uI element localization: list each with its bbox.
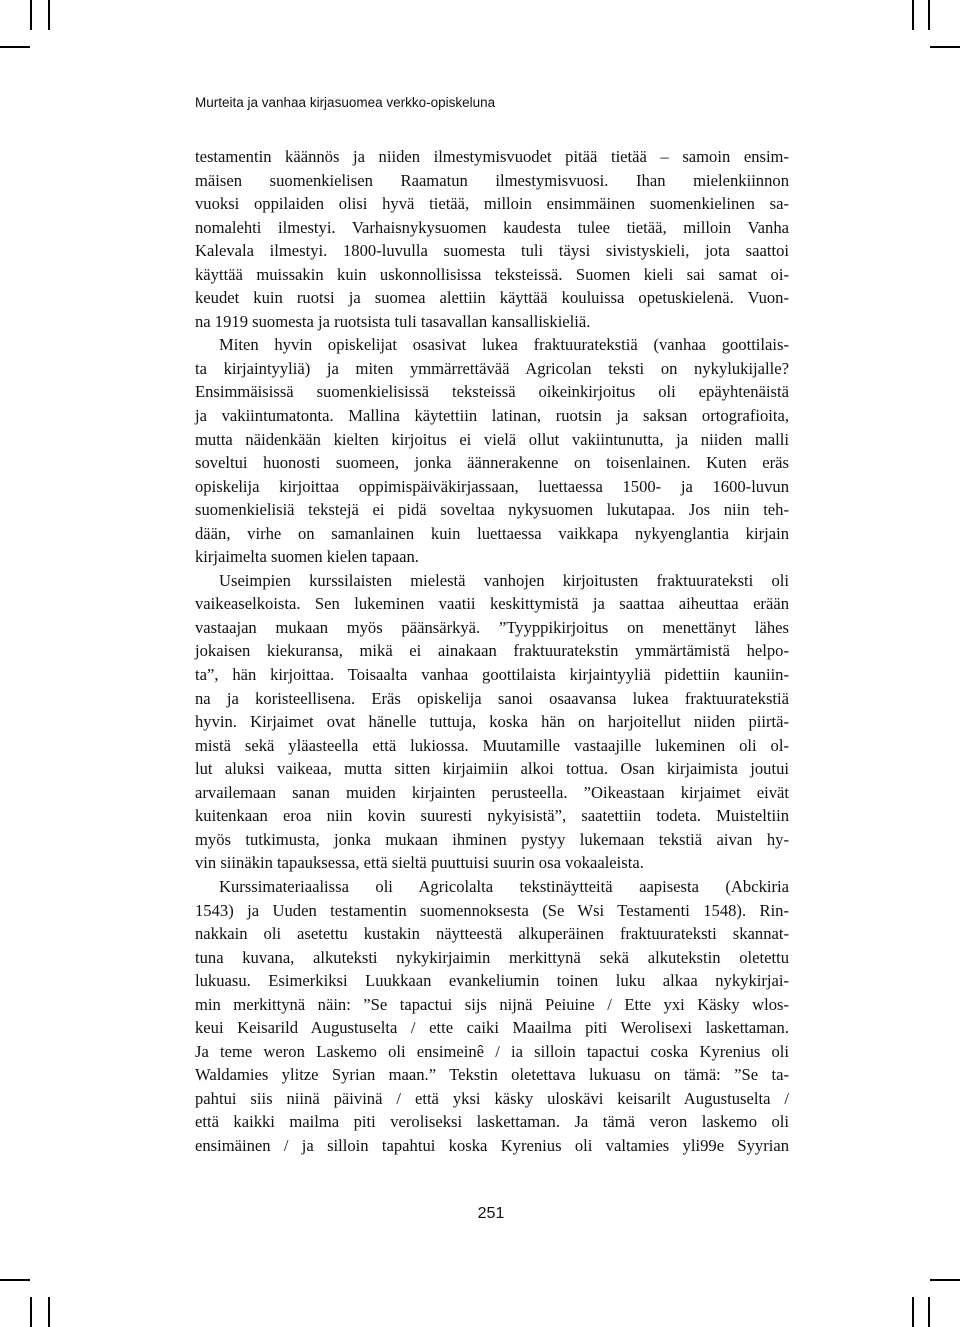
crop-mark-top-left-inner	[48, 0, 50, 30]
text-line: testamentin käännös ja niiden ilmestymisvuodet pitää tietää – samoin ensim-	[195, 147, 789, 166]
text-line: ensimäinen / ja silloin tapahtui koska Kyrenius oli valtamies yli99e Syyrian	[195, 1135, 789, 1155]
text-line: keudet kuin ruotsi ja suomea alettiin käyttää kouluissa opetuskielenä. Vuon-	[195, 288, 789, 308]
text-line: min merkittynä näin: ”Se tapactui sijs nijnä Peiuine / Ette yxi Käsky wlos-	[195, 994, 789, 1014]
text-line: mistä sekä yläasteella että lukiossa. Muutamille vastaajille lukeminen oli ol-	[195, 735, 789, 755]
text-line: nakkain oli asetettu kustakin näytteestä alkuperäinen fraktuurateksti skannat-	[195, 924, 789, 944]
crop-mark-top-left-horizontal	[0, 46, 30, 48]
text-line: na ja koristeellisena. Eräs opiskelija sanoi osaavansa lukea fraktuuratekstiä	[195, 688, 789, 708]
text-line: Waldamies ylitze Syrian maan.” Tekstin oletettava lukuasu on tämä: ”Se ta-	[195, 1065, 789, 1085]
text-line: vaikeaselkoista. Sen lukeminen vaatii keskittymistä ja saattaa aiheuttaa erään	[195, 594, 789, 614]
text-line: pahtui siis niinä päivinä / että yksi käsky uloskävi keisarilt Augustuselta /	[195, 1088, 789, 1108]
text-line: tuna kuvana, alkuteksti nykykirjaimin merkittynä sekä alkutekstin oletettu	[195, 947, 789, 967]
text-line: Kurssimateriaalissa oli Agricolalta tekstinäytteitä aapisesta (Abckiria	[219, 876, 789, 896]
crop-mark-bottom-right-horizontal	[930, 1279, 960, 1281]
text-line: ta kirjaintyyliä) ja miten ymmärrettävää Agricolan teksti on nykylukijalle?	[195, 358, 789, 378]
text-line: kirjaimelta suomen kielen tapaan.	[195, 547, 419, 567]
text-line: dään, virhe on samanlainen kuin luettaessa vaikkapa nykyenglantia kirjain	[195, 523, 789, 543]
text-line: Ja teme weron Laskemo oli ensimeinê / ia silloin tapactui coska Kyrenius oli	[195, 1041, 789, 1061]
crop-mark-top-right-inner	[928, 0, 930, 30]
text-line: jokaisen kiekuransa, mikä ei ainakaan fraktuuratekstin ymmärtämistä helpo-	[195, 641, 789, 661]
crop-mark-bottom-right-vertical	[912, 1297, 914, 1327]
crop-mark-bottom-left-vertical	[30, 1297, 32, 1327]
text-line: käyttää muissakin kuin uskonnollisissa teksteissä. Suomen kieli sai samat oi-	[195, 264, 789, 284]
text-line: mutta näidenkään kielten kirjoitus ei vielä ollut vakiintunutta, ja niiden malli	[195, 429, 789, 449]
text-line: lukuasu. Esimerkiksi Luukkaan evankeliumin toinen luku alkaa nykykirjai-	[195, 971, 789, 991]
text-line: mäisen suomenkielisen Raamatun ilmestymisvuosi. Ihan mielenkiinnon	[195, 170, 789, 190]
text-line: nomalehti ilmestyi. Varhaisnykysuomen kaudesta tulee tietää, milloin Vanha	[195, 217, 789, 237]
page-number: 251	[477, 1205, 505, 1222]
body-text	[195, 145, 789, 1158]
text-line: vin siinäkin tapauksessa, että sieltä puuttuisi suurin osa vokaaleista.	[195, 853, 644, 873]
crop-mark-top-right-vertical	[912, 0, 914, 30]
text-line: vastaajan mukaan myös päänsärkyä. ”Tyyppikirjoitus on menettänyt lähes	[195, 617, 789, 637]
text-line: kuitenkaan eroa niin kovin suuresti nykyisistä”, saatettiin todeta. Muisteltiin	[195, 806, 789, 826]
crop-mark-bottom-right-inner	[928, 1297, 930, 1327]
text-line: keui Keisarild Augustuselta / ette caiki Maailma piti Werolisexi laskettaman.	[195, 1018, 789, 1038]
text-line: Kalevala ilmestyi. 1800-luvulla suomesta tuli täysi sivistyskieli, jota saattoi	[195, 241, 789, 261]
text-line: Useimpien kurssilaisten mielestä vanhojen kirjoitusten fraktuurateksti oli	[219, 570, 789, 590]
text-line: ja vakiintumatonta. Mallina käytettiin latinan, ruotsin ja saksan ortografioita,	[195, 406, 789, 426]
text-line: soveltui huonosti suomeen, jonka äännerakenne on toisenlainen. Kuten eräs	[195, 453, 789, 473]
text-line: hyvin. Kirjaimet ovat hänelle tuttuja, koska hän on harjoitellut niiden piirtä-	[195, 712, 789, 732]
text-line: ta”, hän kirjoittaa. Toisaalta vanhaa goottilaista kirjaintyyliä pidettiin kauniin-	[195, 665, 789, 685]
text-line: 1543) ja Uuden testamentin suomennoksesta (Se Wsi Testamenti 1548). Rin-	[195, 900, 789, 920]
text-line: Ensimmäisissä suomenkielisissä teksteissä oikeinkirjoitus oli epäyhtenäistä	[195, 382, 789, 402]
text-line: myös tutkimusta, jonka mukaan ihminen pystyy lukemaan tekstiä aivan hy-	[195, 829, 789, 849]
running-head: Murteita ja vanhaa kirjasuomea verkko-opiskeluna	[195, 95, 496, 110]
text-line: arvailemaan sanan muiden kirjainten perusteella. ”Oikeastaan kirjaimet eivät	[195, 782, 789, 802]
crop-mark-bottom-left-inner	[48, 1297, 50, 1327]
text-line: Miten hyvin opiskelijat osasivat lukea fraktuuratekstiä (vanhaa goottilais-	[219, 335, 789, 355]
text-line: vuoksi oppilaiden olisi hyvä tietää, milloin ensimmäinen suomenkielinen sa-	[195, 194, 789, 214]
text-line: opiskelija kirjoittaa oppimispäiväkirjassaan, luettaessa 1500- ja 1600-luvun	[195, 476, 789, 496]
text-line: na 1919 suomesta ja ruotsista tuli tasavallan kansalliskieliä.	[195, 311, 591, 331]
text-line: lut aluksi vaikeaa, mutta sitten kirjaimiin alkoi tottua. Osan kirjaimista joutui	[195, 759, 789, 779]
crop-mark-bottom-left-horizontal	[0, 1279, 30, 1281]
text-line: suomenkielisiä tekstejä ei pidä soveltaa nykysuomen lukutapaa. Jos niin teh-	[195, 500, 789, 520]
crop-mark-top-right-horizontal	[930, 46, 960, 48]
crop-mark-top-left-vertical	[30, 0, 32, 30]
text-line: että kaikki mailma piti veroliseksi laskettaman. Ja tämä veron laskemo oli	[195, 1112, 789, 1132]
